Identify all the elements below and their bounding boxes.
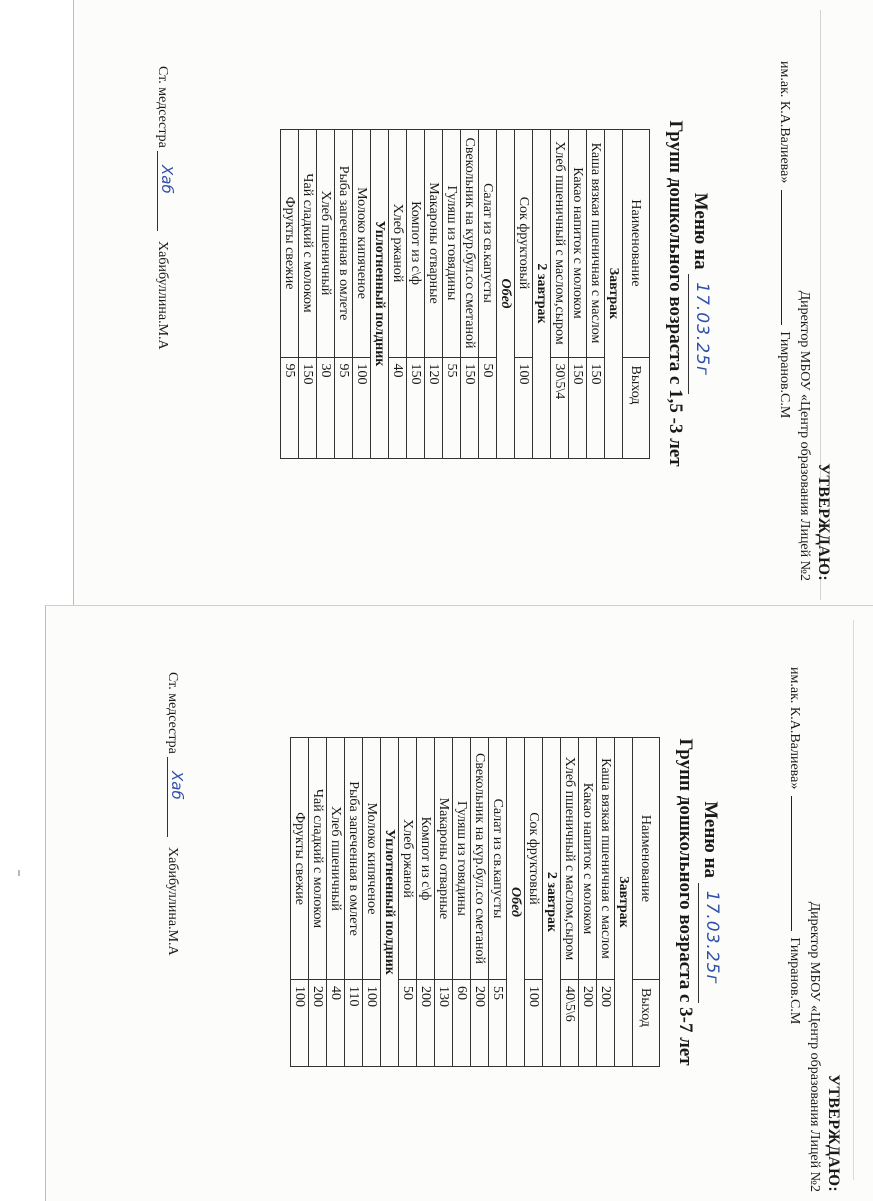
approval-line-signer [776, 61, 794, 418]
dish-output: 30\5\4 [551, 357, 569, 458]
dish-name: Какао напиток с молоком [579, 738, 597, 980]
table-row [417, 738, 435, 1067]
signature-scribble: Хаб [168, 771, 186, 800]
table-row [389, 129, 407, 458]
table-row [425, 129, 443, 458]
header-name: Наименование [633, 738, 660, 980]
table-row [353, 129, 371, 458]
section-label: 2 завтрак [533, 129, 551, 458]
table-header-row [633, 738, 660, 1067]
dish-name: Каша вязкая пшеничная с маслом [597, 738, 615, 980]
dish-name: Сок фруктовый [525, 738, 543, 980]
dish-name: Гуляш из говядины [453, 738, 471, 980]
dish-output: 150 [299, 357, 317, 458]
scan-edge-mark [853, 620, 854, 1180]
table-row [345, 738, 363, 1067]
dish-name: Какао напиток с молоком [569, 129, 587, 357]
dish-output: 100 [363, 980, 381, 1067]
table-row [317, 129, 335, 458]
dish-output: 120 [425, 357, 443, 458]
dish-name: Свекольник на кур.бул.со сметаной [471, 738, 489, 980]
nurse-role: Ст. медсестра [155, 66, 170, 148]
dish-name: Свекольник на кур.бул.со сметаной [461, 129, 479, 357]
table-row [435, 738, 453, 1067]
table-row [525, 738, 543, 1067]
nurse-signature [167, 757, 184, 837]
approval-institution: им.ак. К.А.Валиева» [787, 667, 802, 790]
table-row [479, 129, 497, 458]
approval-signer: Гимранов.С.М [777, 331, 792, 419]
table-section-row [605, 129, 623, 458]
scan-dot [18, 870, 20, 876]
dish-output: 200 [597, 980, 615, 1067]
table-row [309, 738, 327, 1067]
menu-table-body [291, 738, 633, 1067]
dish-name: Рыба запеченная в омлете [335, 129, 353, 357]
dish-output: 40 [389, 357, 407, 458]
menu-table [280, 129, 650, 459]
table-row [327, 738, 345, 1067]
dish-output: 30 [317, 357, 335, 458]
approval-institution: им.ак. К.А.Валиева» [777, 61, 792, 184]
dish-output: 150 [569, 357, 587, 458]
dish-name: Молоко кипяченое [353, 129, 371, 357]
nurse-name: Хабибуллина.М.А [155, 241, 170, 350]
approval-line: Директор МБОУ «Центр образования Лицей №2 [807, 901, 822, 1192]
table-section-row [507, 738, 525, 1067]
section-label: Уплотненный полдник [371, 129, 389, 458]
dish-output: 110 [345, 980, 363, 1067]
dish-name: Каша вязкая пшеничная с маслом [587, 129, 605, 357]
menu-table [290, 737, 660, 1067]
handwritten-date: 17.03.25г [692, 282, 712, 376]
nurse-name: Хабибуллина.М.А [165, 847, 180, 956]
dish-output: 200 [471, 980, 489, 1067]
header-output: Выход [633, 980, 660, 1067]
handwritten-date: 17.03.25г [702, 890, 722, 985]
approval-line: Директор МБОУ «Центр образования Лицей №2 [797, 290, 812, 581]
section-label: Уплотненный полдник [381, 738, 399, 1067]
section-label: Обед [507, 738, 525, 1067]
table-row [281, 129, 299, 458]
approval-block [712, 6, 832, 581]
table-section-row [615, 738, 633, 1067]
dish-name: Фрукты свежие [281, 129, 299, 357]
dish-name: Компот из с\ф [417, 738, 435, 980]
table-row [399, 738, 417, 1067]
menu-date [688, 274, 712, 394]
dish-output: 200 [309, 980, 327, 1067]
dish-output: 100 [353, 357, 371, 458]
signature-blank [791, 796, 804, 931]
approval-signer: Гимранов.С.М [787, 937, 802, 1025]
dish-name: Гуляш из говядины [443, 129, 461, 357]
menu-document-toddlers [62, 6, 832, 581]
dish-name: Сок фруктовый [515, 129, 533, 357]
menu-subtitle: Групп дошкольного возраста с 3-7 лет [675, 738, 696, 1066]
table-section-row [371, 129, 389, 458]
footer [120, 612, 186, 1192]
section-label: Обед [497, 129, 515, 458]
table-row [363, 738, 381, 1067]
approval-block [722, 612, 842, 1192]
footer [110, 6, 176, 581]
nurse-signature [157, 151, 174, 231]
table-section-row [497, 129, 515, 458]
table-row [569, 129, 587, 458]
dish-output: 40 [327, 980, 345, 1067]
dish-output: 55 [443, 357, 461, 458]
dish-output: 100 [291, 980, 309, 1067]
table-row [299, 129, 317, 458]
table-row [551, 129, 569, 458]
menu-title [688, 6, 712, 581]
section-label: 2 завтрак [543, 738, 561, 1067]
dish-name: Хлеб пшеничный [327, 738, 345, 980]
table-row [335, 129, 353, 458]
dish-name: Фрукты свежие [291, 738, 309, 980]
table-row [443, 129, 461, 458]
section-label: Завтрак [605, 129, 623, 458]
dish-name: Хлеб ржаной [399, 738, 417, 980]
dish-output: 100 [515, 357, 533, 458]
menu-subtitle: Групп дошкольного возраста с 1,5 -3 лет [665, 120, 686, 467]
dish-output: 95 [281, 357, 299, 458]
dish-name: Хлеб пшеничный с маслом,сыром [561, 738, 579, 980]
table-header-row [623, 129, 650, 458]
table-section-row [543, 738, 561, 1067]
menu-date [698, 883, 722, 1003]
table-row [291, 738, 309, 1067]
dish-output: 150 [407, 357, 425, 458]
dish-name: Чай сладкий с молоком [309, 738, 327, 980]
table-row [597, 738, 615, 1067]
menu-title [698, 612, 722, 1192]
table-row [561, 738, 579, 1067]
approval-title: УТВЕРЖДАЮ: [815, 463, 832, 581]
dish-name: Компот из с\ф [407, 129, 425, 357]
table-row [407, 129, 425, 458]
table-section-row [381, 738, 399, 1067]
table-row [461, 129, 479, 458]
dish-output: 100 [525, 980, 543, 1067]
dish-name: Хлеб ржаной [389, 129, 407, 357]
menu-label: Меню на [700, 801, 721, 879]
dish-output: 40\5\6 [561, 980, 579, 1067]
dish-output: 150 [461, 357, 479, 458]
signature-scribble: Хаб [158, 165, 176, 194]
dish-output: 50 [399, 980, 417, 1067]
table-row [515, 129, 533, 458]
dish-name: Чай сладкий с молоком [299, 129, 317, 357]
table-row [579, 738, 597, 1067]
dish-name: Макароны отварные [425, 129, 443, 357]
nurse-role: Ст. медсестра [165, 672, 180, 754]
dish-output: 95 [335, 357, 353, 458]
dish-name: Хлеб пшеничный [317, 129, 335, 357]
dish-output: 200 [579, 980, 597, 1067]
header-name: Наименование [623, 129, 650, 357]
dish-name: Макароны отварные [435, 738, 453, 980]
dish-name: Салат из св.капусты [489, 738, 507, 980]
menu-document-preschool [52, 612, 842, 1192]
dish-name: Молоко кипяченое [363, 738, 381, 980]
dish-output: 60 [453, 980, 471, 1067]
dish-name: Рыба запеченная в омлете [345, 738, 363, 980]
table-row [453, 738, 471, 1067]
approval-line-signer [786, 667, 804, 1024]
dish-name: Салат из св.капусты [479, 129, 497, 357]
dish-output: 55 [489, 980, 507, 1067]
dish-output: 50 [479, 357, 497, 458]
dish-output: 200 [417, 980, 435, 1067]
table-row [587, 129, 605, 458]
dish-name: Хлеб пшеничный с маслом,сыром [551, 129, 569, 357]
dish-output: 150 [587, 357, 605, 458]
table-section-row [533, 129, 551, 458]
approval-title: УТВЕРЖДАЮ: [825, 1074, 842, 1192]
table-row [471, 738, 489, 1067]
menu-table-body [281, 129, 623, 458]
dish-output: 130 [435, 980, 453, 1067]
signature-blank [781, 190, 794, 325]
section-label: Завтрак [615, 738, 633, 1067]
table-row [489, 738, 507, 1067]
header-output: Выход [623, 357, 650, 458]
menu-label: Меню на [690, 192, 711, 270]
